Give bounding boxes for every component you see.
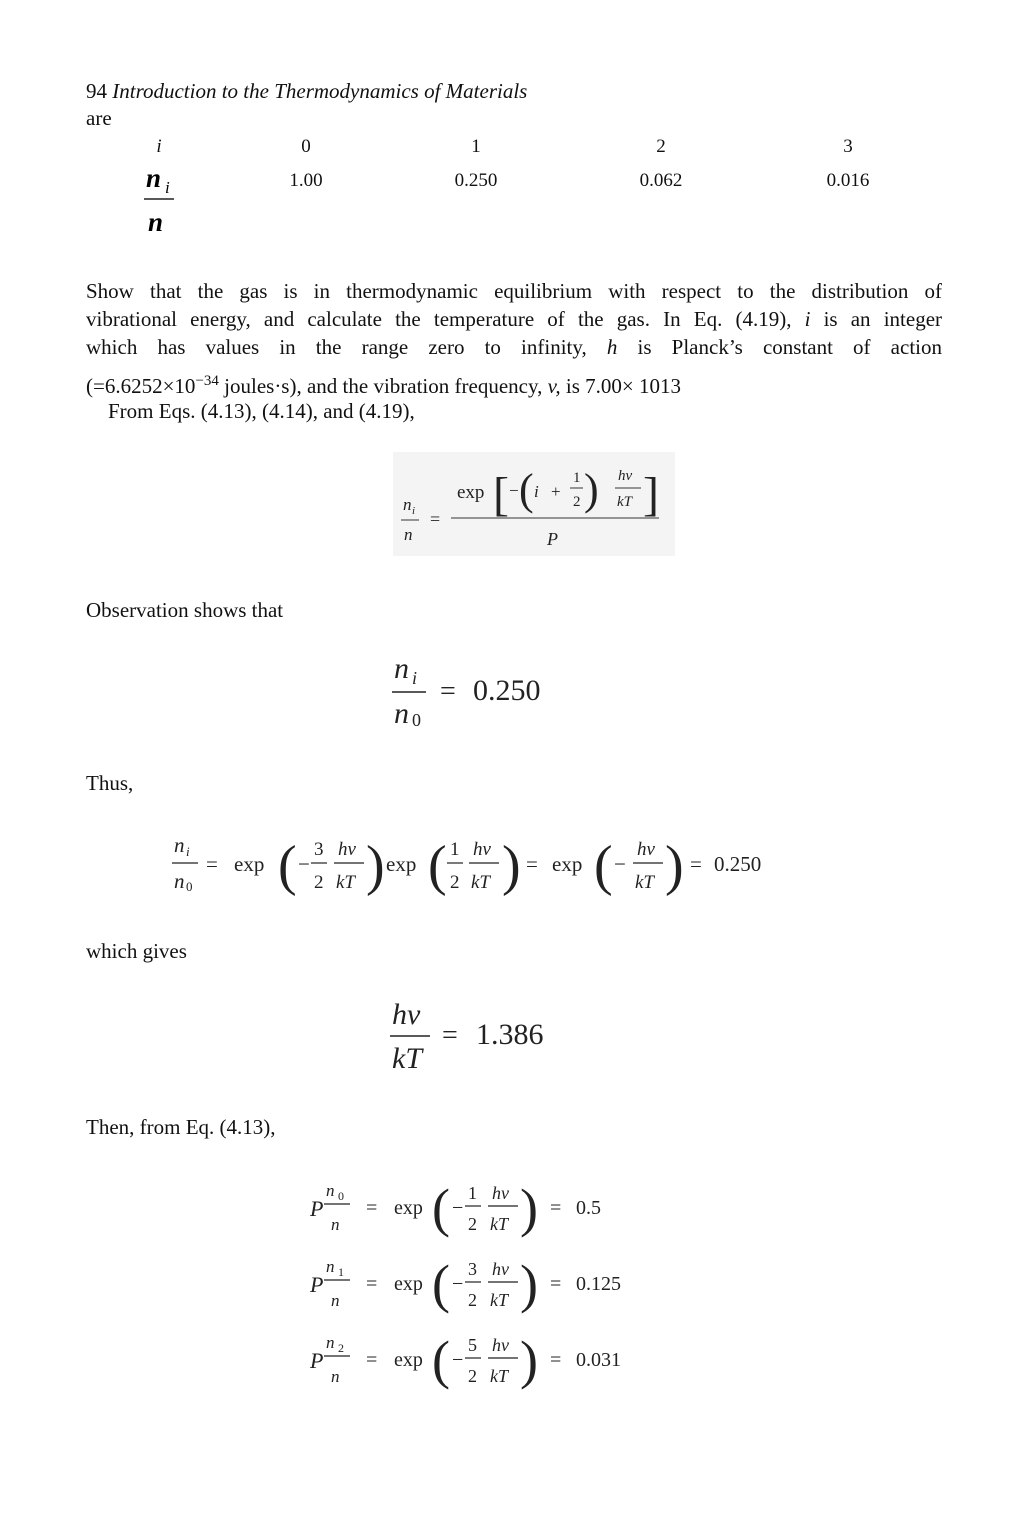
svg-text:−: −: [452, 1273, 464, 1295]
svg-text:1: 1: [573, 470, 581, 486]
svg-text:1.386: 1.386: [476, 1018, 544, 1051]
svg-text:exp: exp: [394, 1197, 423, 1219]
svg-text:exp: exp: [394, 1273, 423, 1295]
svg-text:(: (: [432, 1254, 450, 1314]
svg-text:]: ]: [643, 468, 659, 521]
svg-text:n: n: [331, 1215, 340, 1234]
svg-text:kT: kT: [617, 494, 632, 510]
exponent: −34: [195, 373, 219, 389]
page-header: [86, 77, 527, 105]
svg-text:=: =: [366, 1349, 378, 1371]
para-line-from-eqs: From Eqs. (4.13), (4.14), and (4.19),: [108, 399, 415, 423]
svg-text:hv: hv: [392, 998, 421, 1031]
svg-text:exp: exp: [552, 852, 583, 876]
svg-text:): ): [520, 1178, 538, 1238]
svg-text:i: i: [412, 505, 416, 517]
svg-text:P: P: [310, 1272, 324, 1297]
svg-text:=: =: [550, 1349, 562, 1371]
svg-text:(: (: [428, 835, 447, 897]
svg-text:P: P: [310, 1348, 324, 1373]
svg-text:exp: exp: [394, 1349, 423, 1371]
which-gives-text: which gives: [86, 939, 187, 963]
svg-text:3: 3: [314, 839, 324, 860]
svg-text:2: 2: [450, 872, 460, 893]
svg-text:n: n: [174, 869, 185, 893]
svg-text:=: =: [440, 676, 456, 707]
eq5-row: [309, 1254, 621, 1314]
svg-text:0.250: 0.250: [714, 852, 762, 876]
svg-text:(: (: [594, 835, 613, 897]
svg-text:−: −: [614, 852, 626, 876]
svg-text:kT: kT: [490, 1214, 508, 1234]
observation-text: Observation shows that: [86, 598, 284, 622]
equation-partition-rows: [306, 1172, 646, 1402]
table-row-label-fraction: [138, 163, 188, 239]
svg-text:=: =: [366, 1273, 378, 1295]
svg-text:n: n: [394, 652, 409, 685]
eq5-row: [309, 1178, 601, 1238]
book-title: Introduction to the Thermodynamics of Materials: [112, 79, 528, 103]
equation-hv-over-kT: [386, 994, 566, 1078]
svg-text:(: (: [519, 465, 534, 514]
svg-text:0.125: 0.125: [576, 1273, 621, 1295]
svg-text:2: 2: [314, 872, 324, 893]
svg-text:n: n: [403, 495, 412, 514]
svg-text:n: n: [331, 1367, 340, 1386]
svg-text:1: 1: [468, 1183, 477, 1203]
svg-text:=: =: [690, 852, 702, 876]
table-value: 1.00: [289, 170, 323, 191]
svg-text:P: P: [310, 1196, 324, 1221]
svg-text:n: n: [394, 697, 409, 730]
svg-text:=: =: [366, 1197, 378, 1219]
svg-text:0.5: 0.5: [576, 1197, 601, 1219]
para-line: vibrational energy, and calculate the temperature of the gas. In Eq. (4.19), i is an integer: [86, 307, 943, 331]
equation-ratio-expansion: [168, 826, 780, 902]
svg-text:=: =: [430, 509, 441, 529]
svg-text:2: 2: [573, 494, 581, 510]
svg-text:kT: kT: [635, 872, 654, 893]
svg-text:i: i: [186, 844, 190, 859]
problem-paragraph: [86, 277, 942, 361]
equation-population-ratio: [393, 452, 675, 556]
para-line: which has values in the range zero to infinity, h is Planck’s constant of action: [86, 335, 942, 359]
svg-text:kT: kT: [490, 1290, 508, 1310]
table-value: 0.250: [454, 170, 498, 191]
svg-text:=: =: [550, 1197, 562, 1219]
svg-text:3: 3: [468, 1259, 477, 1279]
svg-text:1: 1: [338, 1265, 344, 1279]
svg-text:P: P: [547, 529, 558, 549]
page-number: 94: [86, 79, 107, 103]
svg-text:=: =: [206, 852, 218, 876]
svg-text:2: 2: [338, 1341, 344, 1355]
svg-text:1: 1: [450, 839, 460, 860]
svg-text:n: n: [326, 1257, 335, 1276]
svg-text:hv: hv: [618, 468, 633, 484]
svg-text:n: n: [326, 1181, 335, 1200]
svg-text:hv: hv: [492, 1183, 509, 1203]
eq5-row: [309, 1330, 621, 1390]
svg-text:hv: hv: [492, 1259, 509, 1279]
svg-text:−: −: [509, 481, 519, 500]
table-value: 0.016: [826, 170, 870, 191]
svg-text:n: n: [326, 1333, 335, 1352]
svg-text:kT: kT: [392, 1042, 422, 1075]
svg-text:exp: exp: [386, 852, 417, 876]
svg-text:0: 0: [412, 710, 421, 730]
table-col-header: 2: [656, 136, 666, 157]
svg-text:): ): [502, 835, 521, 897]
svg-text:hv: hv: [492, 1335, 509, 1355]
intro-word: are: [86, 106, 112, 130]
svg-text:=: =: [442, 1020, 458, 1051]
table-value: 0.062: [639, 170, 683, 191]
svg-text:0.250: 0.250: [473, 674, 541, 707]
svg-text:(: (: [278, 835, 297, 897]
svg-text:5: 5: [468, 1335, 477, 1355]
table-col-header: 3: [843, 136, 853, 157]
svg-text:+: +: [551, 482, 561, 501]
svg-text:−: −: [452, 1197, 464, 1219]
svg-text:kT: kT: [336, 872, 355, 893]
svg-text:2: 2: [468, 1214, 477, 1234]
svg-text:hv: hv: [473, 839, 491, 860]
table-col-header: 1: [471, 136, 481, 157]
svg-text:hv: hv: [637, 839, 655, 860]
svg-text:=: =: [526, 852, 538, 876]
svg-text:2: 2: [468, 1290, 477, 1310]
svg-text:exp: exp: [234, 852, 265, 876]
svg-text:n: n: [174, 833, 185, 857]
svg-text:0: 0: [186, 879, 193, 894]
svg-text:[: [: [493, 468, 509, 521]
svg-text:0.031: 0.031: [576, 1349, 621, 1371]
equation-observed-ratio: [386, 648, 576, 732]
svg-text:): ): [520, 1254, 538, 1314]
frac-denominator: n: [148, 207, 164, 237]
svg-text:): ): [665, 835, 684, 897]
frac-numerator: n: [146, 163, 162, 193]
thus-text: Thus,: [86, 771, 134, 795]
svg-text:i: i: [412, 668, 418, 688]
svg-text:n: n: [404, 525, 413, 544]
svg-text:2: 2: [468, 1366, 477, 1386]
svg-text:(: (: [432, 1178, 450, 1238]
svg-text:hv: hv: [338, 839, 356, 860]
svg-text:=: =: [550, 1273, 562, 1295]
svg-text:−: −: [298, 852, 310, 876]
frac-numerator-sub: i: [165, 178, 170, 197]
svg-text:): ): [584, 465, 599, 514]
para-line: Show that the gas is in thermodynamic equilibrium with respect to the distribution of: [86, 279, 942, 303]
svg-text:kT: kT: [490, 1366, 508, 1386]
svg-text:0: 0: [338, 1189, 344, 1203]
svg-text:exp: exp: [457, 482, 485, 503]
svg-text:i: i: [534, 482, 539, 501]
svg-text:n: n: [331, 1291, 340, 1310]
table-row-label-i: i: [156, 136, 162, 157]
svg-text:−: −: [452, 1349, 464, 1371]
population-table: [0, 130, 1024, 250]
svg-text:(: (: [432, 1330, 450, 1390]
eq5-svg: [306, 1172, 646, 1402]
svg-text:): ): [366, 835, 385, 897]
svg-text:kT: kT: [471, 872, 490, 893]
svg-text:): ): [520, 1330, 538, 1390]
table-col-header: 0: [301, 136, 311, 157]
para-line-constants: ($=6.6252\times 10^{-34}$ joules·s), and the vibration frequency, v, is 7.00× 1013: [86, 373, 681, 398]
then-text: Then, from Eq. (4.13),: [86, 1115, 276, 1139]
